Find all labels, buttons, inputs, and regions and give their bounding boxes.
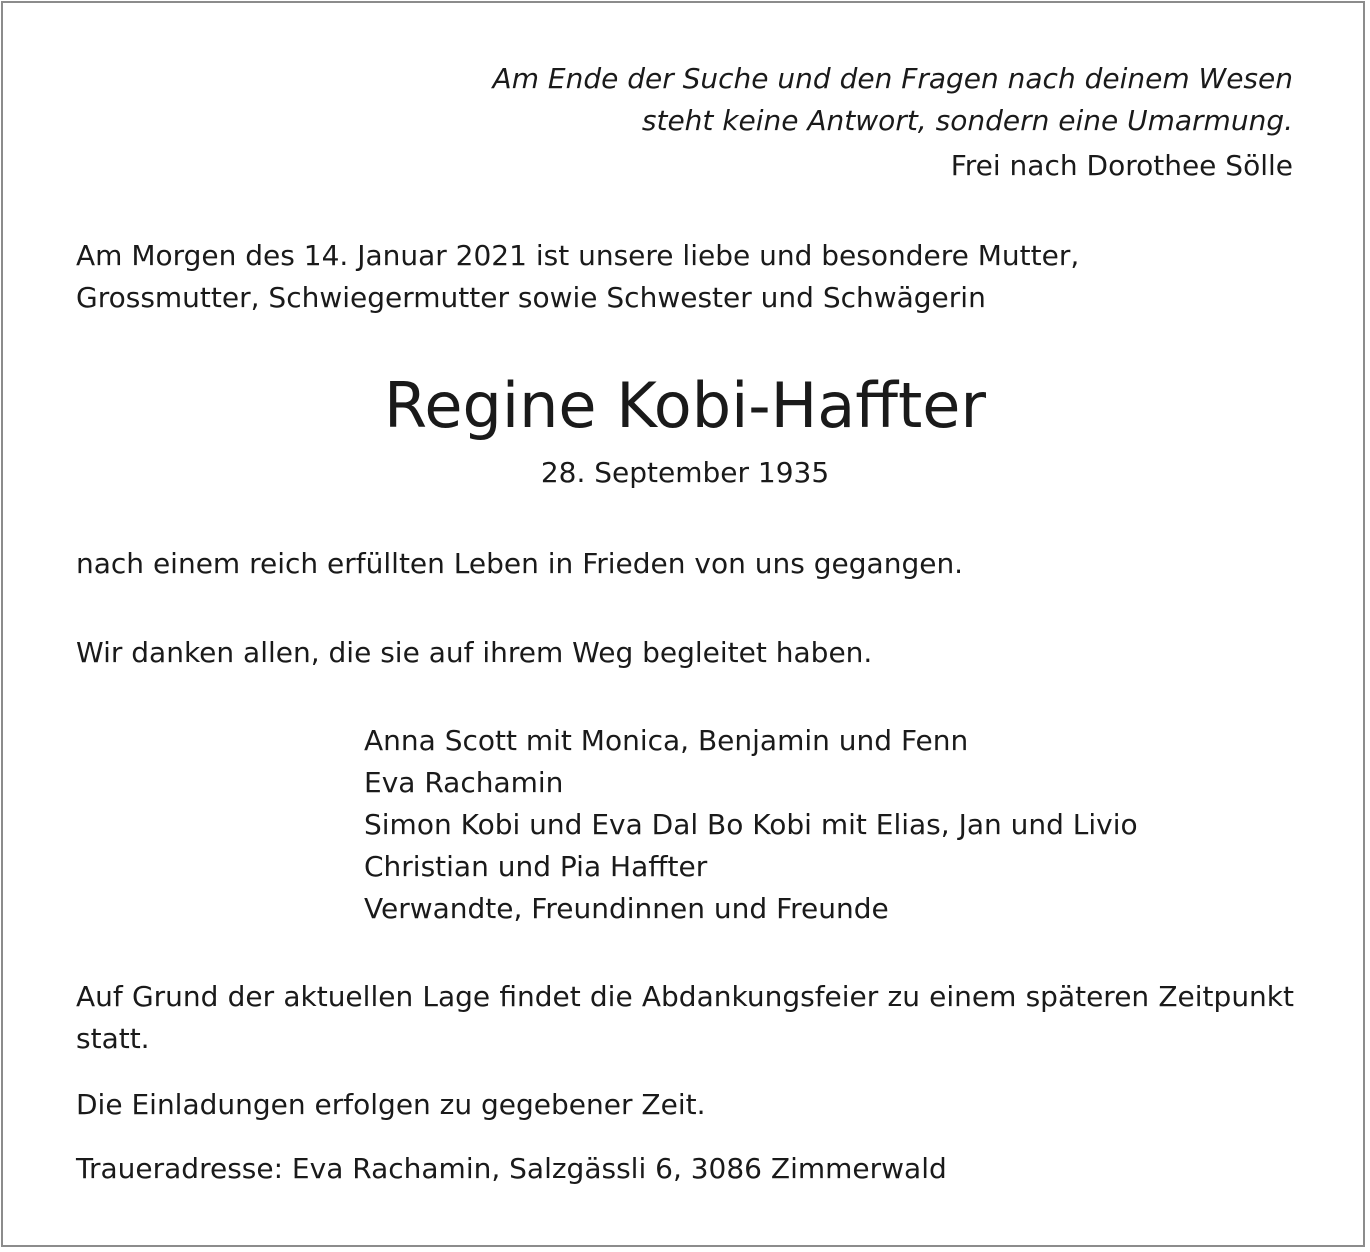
- thanks-statement: Wir danken allen, die sie auf ihrem Weg begleitet haben.: [76, 636, 873, 669]
- epigraph-quote: [493, 58, 1293, 142]
- intro-line-2: Grossmutter, Schwiegermutter sowie Schwester und Schwägerin: [76, 281, 986, 314]
- deceased-name: Regine Kobi-Haffter: [384, 369, 986, 442]
- mourner-item: Christian und Pia Haffter: [364, 850, 708, 883]
- quote-line-1: Am Ende der Suche und den Fragen nach deinem Wesen: [492, 62, 1293, 95]
- quote-attribution: Frei nach Dorothee Sölle: [950, 149, 1293, 182]
- invitation-notice: Die Einladungen erfolgen zu gegebener Zeit.: [76, 1088, 706, 1121]
- mourning-address: Traueradresse: Eva Rachamin, Salzgässli 6, 3086 Zimmerwald: [76, 1152, 947, 1185]
- intro-paragraph: [76, 235, 1079, 319]
- mourner-item: Eva Rachamin: [364, 766, 564, 799]
- mourner-item: Verwandte, Freundinnen und Freunde: [364, 892, 889, 925]
- passing-statement: nach einem reich erfüllten Leben in Frieden von uns gegangen.: [76, 547, 964, 580]
- mourner-item: Anna Scott mit Monica, Benjamin und Fenn: [364, 724, 969, 757]
- quote-line-2: steht keine Antwort, sondern eine Umarmung.: [641, 104, 1293, 137]
- mourners-list: [364, 720, 1138, 930]
- birth-date: 28. September 1935: [540, 456, 830, 489]
- obituary-frame: [1, 1, 1365, 1247]
- mourner-item: Simon Kobi und Eva Dal Bo Kobi mit Elias, Jan und Livio: [364, 808, 1138, 841]
- intro-line-1: Am Morgen des 14. Januar 2021 ist unsere liebe und besondere Mutter,: [76, 239, 1080, 272]
- ceremony-notice: Auf Grund der aktuellen Lage findet die Abdankungsfeier zu einem späteren Zeitpunkt statt.: [76, 980, 1294, 1055]
